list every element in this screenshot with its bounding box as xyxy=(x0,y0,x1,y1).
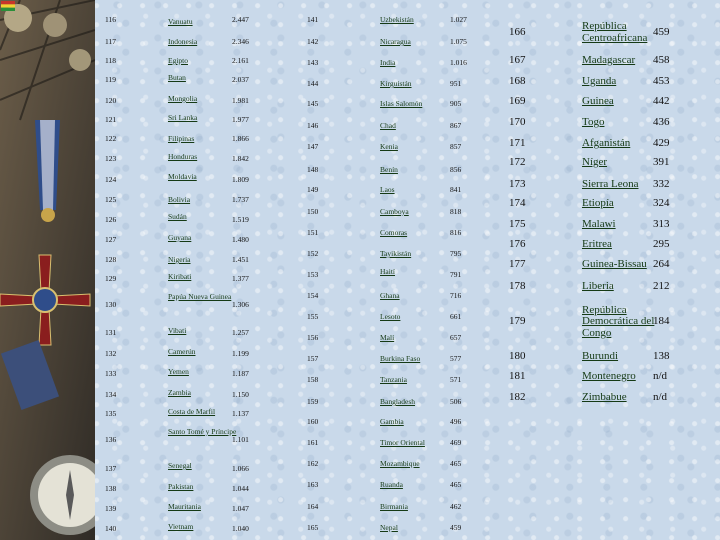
value-text: 458 xyxy=(653,54,670,66)
country-link[interactable]: Laos xyxy=(380,185,395,194)
country-link[interactable]: Camboya xyxy=(380,207,409,216)
country-link[interactable]: Eritrea xyxy=(582,238,612,250)
rank-number: 175 xyxy=(509,218,526,230)
country-link[interactable]: Senegal xyxy=(168,461,192,470)
country-link[interactable]: Vietnam xyxy=(168,522,194,531)
rank-number: 148 xyxy=(307,165,319,174)
value-text: 1.451 xyxy=(232,255,249,264)
value-text: 1.842 xyxy=(232,154,249,163)
value-text: 818 xyxy=(450,207,462,216)
country-link[interactable]: Guinea xyxy=(582,95,614,107)
value-text: 459 xyxy=(653,26,670,38)
country-link[interactable]: Sri Lanka xyxy=(168,113,198,122)
value-text: n/d xyxy=(653,370,668,382)
rank-number: 122 xyxy=(105,134,117,143)
country-link[interactable]: Papúa Nueva Guinea xyxy=(168,292,232,301)
country-link[interactable]: Costa de Marfil xyxy=(168,407,216,416)
rank-number: 121 xyxy=(105,115,117,124)
value-text: 1.044 xyxy=(232,484,249,493)
medal-compass-illustration xyxy=(0,0,95,540)
value-text: 1.519 xyxy=(232,215,249,224)
rank-number: 120 xyxy=(105,96,117,105)
rank-number: 165 xyxy=(307,523,319,532)
value-text: 332 xyxy=(653,178,670,190)
country-link[interactable]: Yemen xyxy=(168,367,189,376)
rank-number: 182 xyxy=(509,391,526,403)
country-link[interactable]: Nepal xyxy=(380,523,398,532)
value-text: 1.016 xyxy=(450,58,467,67)
country-link[interactable]: Níger xyxy=(582,156,608,168)
value-text: 1.257 xyxy=(232,328,249,337)
rank-number: 141 xyxy=(307,15,319,24)
country-link[interactable]: Filipinas xyxy=(168,134,195,143)
country-link[interactable]: Timor Oriental xyxy=(380,438,425,447)
value-text: 816 xyxy=(450,228,462,237)
country-link[interactable]: Benín xyxy=(380,165,398,174)
country-link[interactable]: Liberia xyxy=(582,280,614,292)
rank-number: 164 xyxy=(307,502,319,511)
value-text: 313 xyxy=(653,218,670,230)
value-text: 795 xyxy=(450,249,462,258)
value-text: 1.977 xyxy=(232,115,249,124)
country-link[interactable]: Chad xyxy=(380,121,396,130)
value-text: 138 xyxy=(653,350,670,362)
country-link[interactable]: India xyxy=(380,58,396,67)
value-text: n/d xyxy=(653,391,668,403)
rank-number: 146 xyxy=(307,121,319,130)
value-text: 1.199 xyxy=(232,349,249,358)
rank-number: 157 xyxy=(307,354,319,363)
country-link[interactable]: Afganistán xyxy=(582,137,631,149)
country-link[interactable]: Guyana xyxy=(168,233,192,242)
country-link[interactable]: Vibati xyxy=(168,326,187,335)
rank-number: 166 xyxy=(509,26,526,38)
rank-number: 161 xyxy=(307,438,319,447)
rank-number: 172 xyxy=(509,156,526,168)
country-link[interactable]: Mongolia xyxy=(168,94,198,103)
value-text: 951 xyxy=(450,79,462,88)
country-link[interactable]: Mozambique xyxy=(380,459,420,468)
country-link[interactable]: Togo xyxy=(582,116,605,128)
value-text: 212 xyxy=(653,280,670,292)
country-link[interactable]: Malawi xyxy=(582,218,616,230)
value-text: 2.037 xyxy=(232,75,249,84)
value-text: 184 xyxy=(653,315,670,327)
rank-number: 170 xyxy=(509,116,526,128)
country-link[interactable]: Pakistan xyxy=(168,482,194,491)
value-text: 1.306 xyxy=(232,300,249,309)
rank-number: 133 xyxy=(105,369,117,378)
flag-icon xyxy=(1,1,15,11)
value-text: 841 xyxy=(450,185,462,194)
rank-number: 156 xyxy=(307,333,319,342)
rank-number: 158 xyxy=(307,375,319,384)
rank-number: 135 xyxy=(105,409,117,418)
country-link[interactable]: Zambia xyxy=(168,388,191,397)
country-link[interactable]: Burkina Faso xyxy=(380,354,421,363)
country-link[interactable]: Tayikistán xyxy=(380,249,412,258)
rank-number: 155 xyxy=(307,312,319,321)
value-text: 1.047 xyxy=(232,504,249,513)
country-link[interactable]: Vanuatu xyxy=(168,17,193,26)
value-text: 1.150 xyxy=(232,390,249,399)
country-link[interactable]: Burundi xyxy=(582,350,619,362)
rank-number: 150 xyxy=(307,207,319,216)
rank-number: 145 xyxy=(307,99,319,108)
rank-number: 168 xyxy=(509,75,526,87)
value-text: 496 xyxy=(450,417,462,426)
value-text: 577 xyxy=(450,354,462,363)
rank-number: 169 xyxy=(509,95,526,107)
value-text: 905 xyxy=(450,99,462,108)
rank-number: 131 xyxy=(105,328,117,337)
rank-number: 143 xyxy=(307,58,319,67)
rank-number: 138 xyxy=(105,484,117,493)
rank-number: 127 xyxy=(105,235,117,244)
value-text: 442 xyxy=(653,95,670,107)
rank-number: 181 xyxy=(509,370,526,382)
value-text: 453 xyxy=(653,75,670,87)
country-link[interactable]: Tanzania xyxy=(380,375,407,384)
value-text: 1.809 xyxy=(232,175,249,184)
country-link[interactable]: Moldavia xyxy=(168,172,197,181)
rank-number: 174 xyxy=(509,197,526,209)
country-link[interactable]: Kirguistán xyxy=(380,79,412,88)
rank-number: 137 xyxy=(105,464,117,473)
country-link[interactable]: República Centroafricana xyxy=(582,20,648,44)
rank-number: 171 xyxy=(509,137,526,149)
rank-number: 140 xyxy=(105,524,117,533)
rank-number: 163 xyxy=(307,480,319,489)
rank-number: 152 xyxy=(307,249,319,258)
country-link[interactable]: Montenegro xyxy=(582,370,636,382)
country-link[interactable]: República Democrática del Congo xyxy=(582,303,655,339)
country-link[interactable]: Birmania xyxy=(380,502,408,511)
country-link[interactable]: Bolivia xyxy=(168,195,191,204)
value-text: 1.866 xyxy=(232,134,249,143)
country-link[interactable]: Malí xyxy=(380,333,395,342)
country-link[interactable]: Sudán xyxy=(168,212,187,221)
rank-number: 176 xyxy=(509,238,526,250)
value-text: 1.066 xyxy=(232,464,249,473)
country-link[interactable]: Kiribati xyxy=(168,272,192,281)
value-text: 857 xyxy=(450,142,462,151)
rank-number: 136 xyxy=(105,435,117,444)
value-text: 1.187 xyxy=(232,369,249,378)
country-link[interactable]: Sierra Leona xyxy=(582,178,639,190)
value-text: 465 xyxy=(450,480,462,489)
country-link[interactable]: Gambia xyxy=(380,417,404,426)
country-link[interactable]: Madagascar xyxy=(582,54,636,66)
rank-number: 139 xyxy=(105,504,117,513)
value-text: 657 xyxy=(450,333,462,342)
rank-number: 153 xyxy=(307,270,319,279)
value-text: 2.447 xyxy=(232,15,249,24)
country-link[interactable]: Guinea-Bissau xyxy=(582,258,647,270)
country-link[interactable]: Nigeria xyxy=(168,255,191,264)
value-text: 459 xyxy=(450,523,462,532)
country-link[interactable]: Haití xyxy=(380,267,395,276)
value-text: 791 xyxy=(450,270,462,279)
rank-number: 149 xyxy=(307,185,319,194)
value-text: 295 xyxy=(653,238,670,250)
country-link[interactable]: Camerún xyxy=(168,347,196,356)
value-text: 1.027 xyxy=(450,15,467,24)
value-text: 1.101 xyxy=(232,435,249,444)
value-text: 436 xyxy=(653,116,670,128)
rank-number: 116 xyxy=(105,15,116,24)
rank-number: 132 xyxy=(105,349,117,358)
rank-number: 124 xyxy=(105,175,117,184)
country-link[interactable]: Uganda xyxy=(582,75,617,87)
value-text: 2.161 xyxy=(232,56,249,65)
rank-number: 125 xyxy=(105,195,117,204)
rank-number: 117 xyxy=(105,37,116,46)
rank-number: 173 xyxy=(509,178,526,190)
rank-number: 118 xyxy=(105,56,116,65)
rank-number: 134 xyxy=(105,390,117,399)
value-text: 571 xyxy=(450,375,462,384)
value-text: 324 xyxy=(653,197,670,209)
value-text: 264 xyxy=(653,258,670,270)
rank-number: 154 xyxy=(307,291,319,300)
country-link[interactable]: Indonesia xyxy=(168,37,198,46)
rank-number: 162 xyxy=(307,459,319,468)
country-link[interactable]: Nicaragua xyxy=(380,37,411,46)
country-link[interactable]: Etiopía xyxy=(582,197,614,209)
country-link[interactable]: Ghana xyxy=(380,291,400,300)
rank-number: 159 xyxy=(307,397,319,406)
country-link[interactable]: Egipto xyxy=(168,56,188,65)
rank-number: 119 xyxy=(105,75,116,84)
value-text: 1.377 xyxy=(232,274,249,283)
decorative-side-image xyxy=(0,0,95,540)
value-text: 506 xyxy=(450,397,462,406)
value-text: 462 xyxy=(450,502,462,511)
value-text: 716 xyxy=(450,291,462,300)
value-text: 429 xyxy=(653,137,670,149)
country-link[interactable]: Santo Tomé y Príncipe xyxy=(168,427,237,436)
rank-number: 128 xyxy=(105,255,117,264)
value-text: 1.981 xyxy=(232,96,249,105)
value-text: 856 xyxy=(450,165,462,174)
value-text: 1.737 xyxy=(232,195,249,204)
value-text: 2.346 xyxy=(232,37,249,46)
rank-number: 177 xyxy=(509,258,526,270)
country-link[interactable]: Lesoto xyxy=(380,312,401,321)
rank-number: 151 xyxy=(307,228,319,237)
rank-number: 179 xyxy=(509,315,526,327)
value-text: 1.137 xyxy=(232,409,249,418)
country-link[interactable]: Comoras xyxy=(380,228,408,237)
country-link[interactable]: Honduras xyxy=(168,152,198,161)
country-link[interactable]: Butan xyxy=(168,73,186,82)
value-text: 1.480 xyxy=(232,235,249,244)
value-text: 1.040 xyxy=(232,524,249,533)
value-text: 469 xyxy=(450,438,462,447)
rank-number: 178 xyxy=(509,280,526,292)
rank-number: 123 xyxy=(105,154,117,163)
rank-number: 130 xyxy=(105,300,117,309)
rank-number: 160 xyxy=(307,417,319,426)
value-text: 867 xyxy=(450,121,462,130)
rank-number: 142 xyxy=(307,37,319,46)
country-link[interactable]: Mauritania xyxy=(168,502,201,511)
value-text: 661 xyxy=(450,312,462,321)
rank-number: 144 xyxy=(307,79,319,88)
rank-number: 126 xyxy=(105,215,117,224)
rank-number: 129 xyxy=(105,274,117,283)
country-link[interactable]: Uzbekistán xyxy=(380,15,414,24)
value-text: 1.075 xyxy=(450,37,467,46)
rank-number: 167 xyxy=(509,54,526,66)
country-link[interactable]: Zimbabue xyxy=(582,391,627,403)
rank-number: 180 xyxy=(509,350,526,362)
value-text: 391 xyxy=(653,156,670,168)
rank-number: 147 xyxy=(307,142,319,151)
country-link[interactable]: Bangladesh xyxy=(380,397,415,406)
country-link[interactable]: Islas Salomón xyxy=(380,99,423,108)
value-text: 465 xyxy=(450,459,462,468)
country-link[interactable]: Ruanda xyxy=(380,480,403,489)
country-link[interactable]: Kenia xyxy=(380,142,398,151)
